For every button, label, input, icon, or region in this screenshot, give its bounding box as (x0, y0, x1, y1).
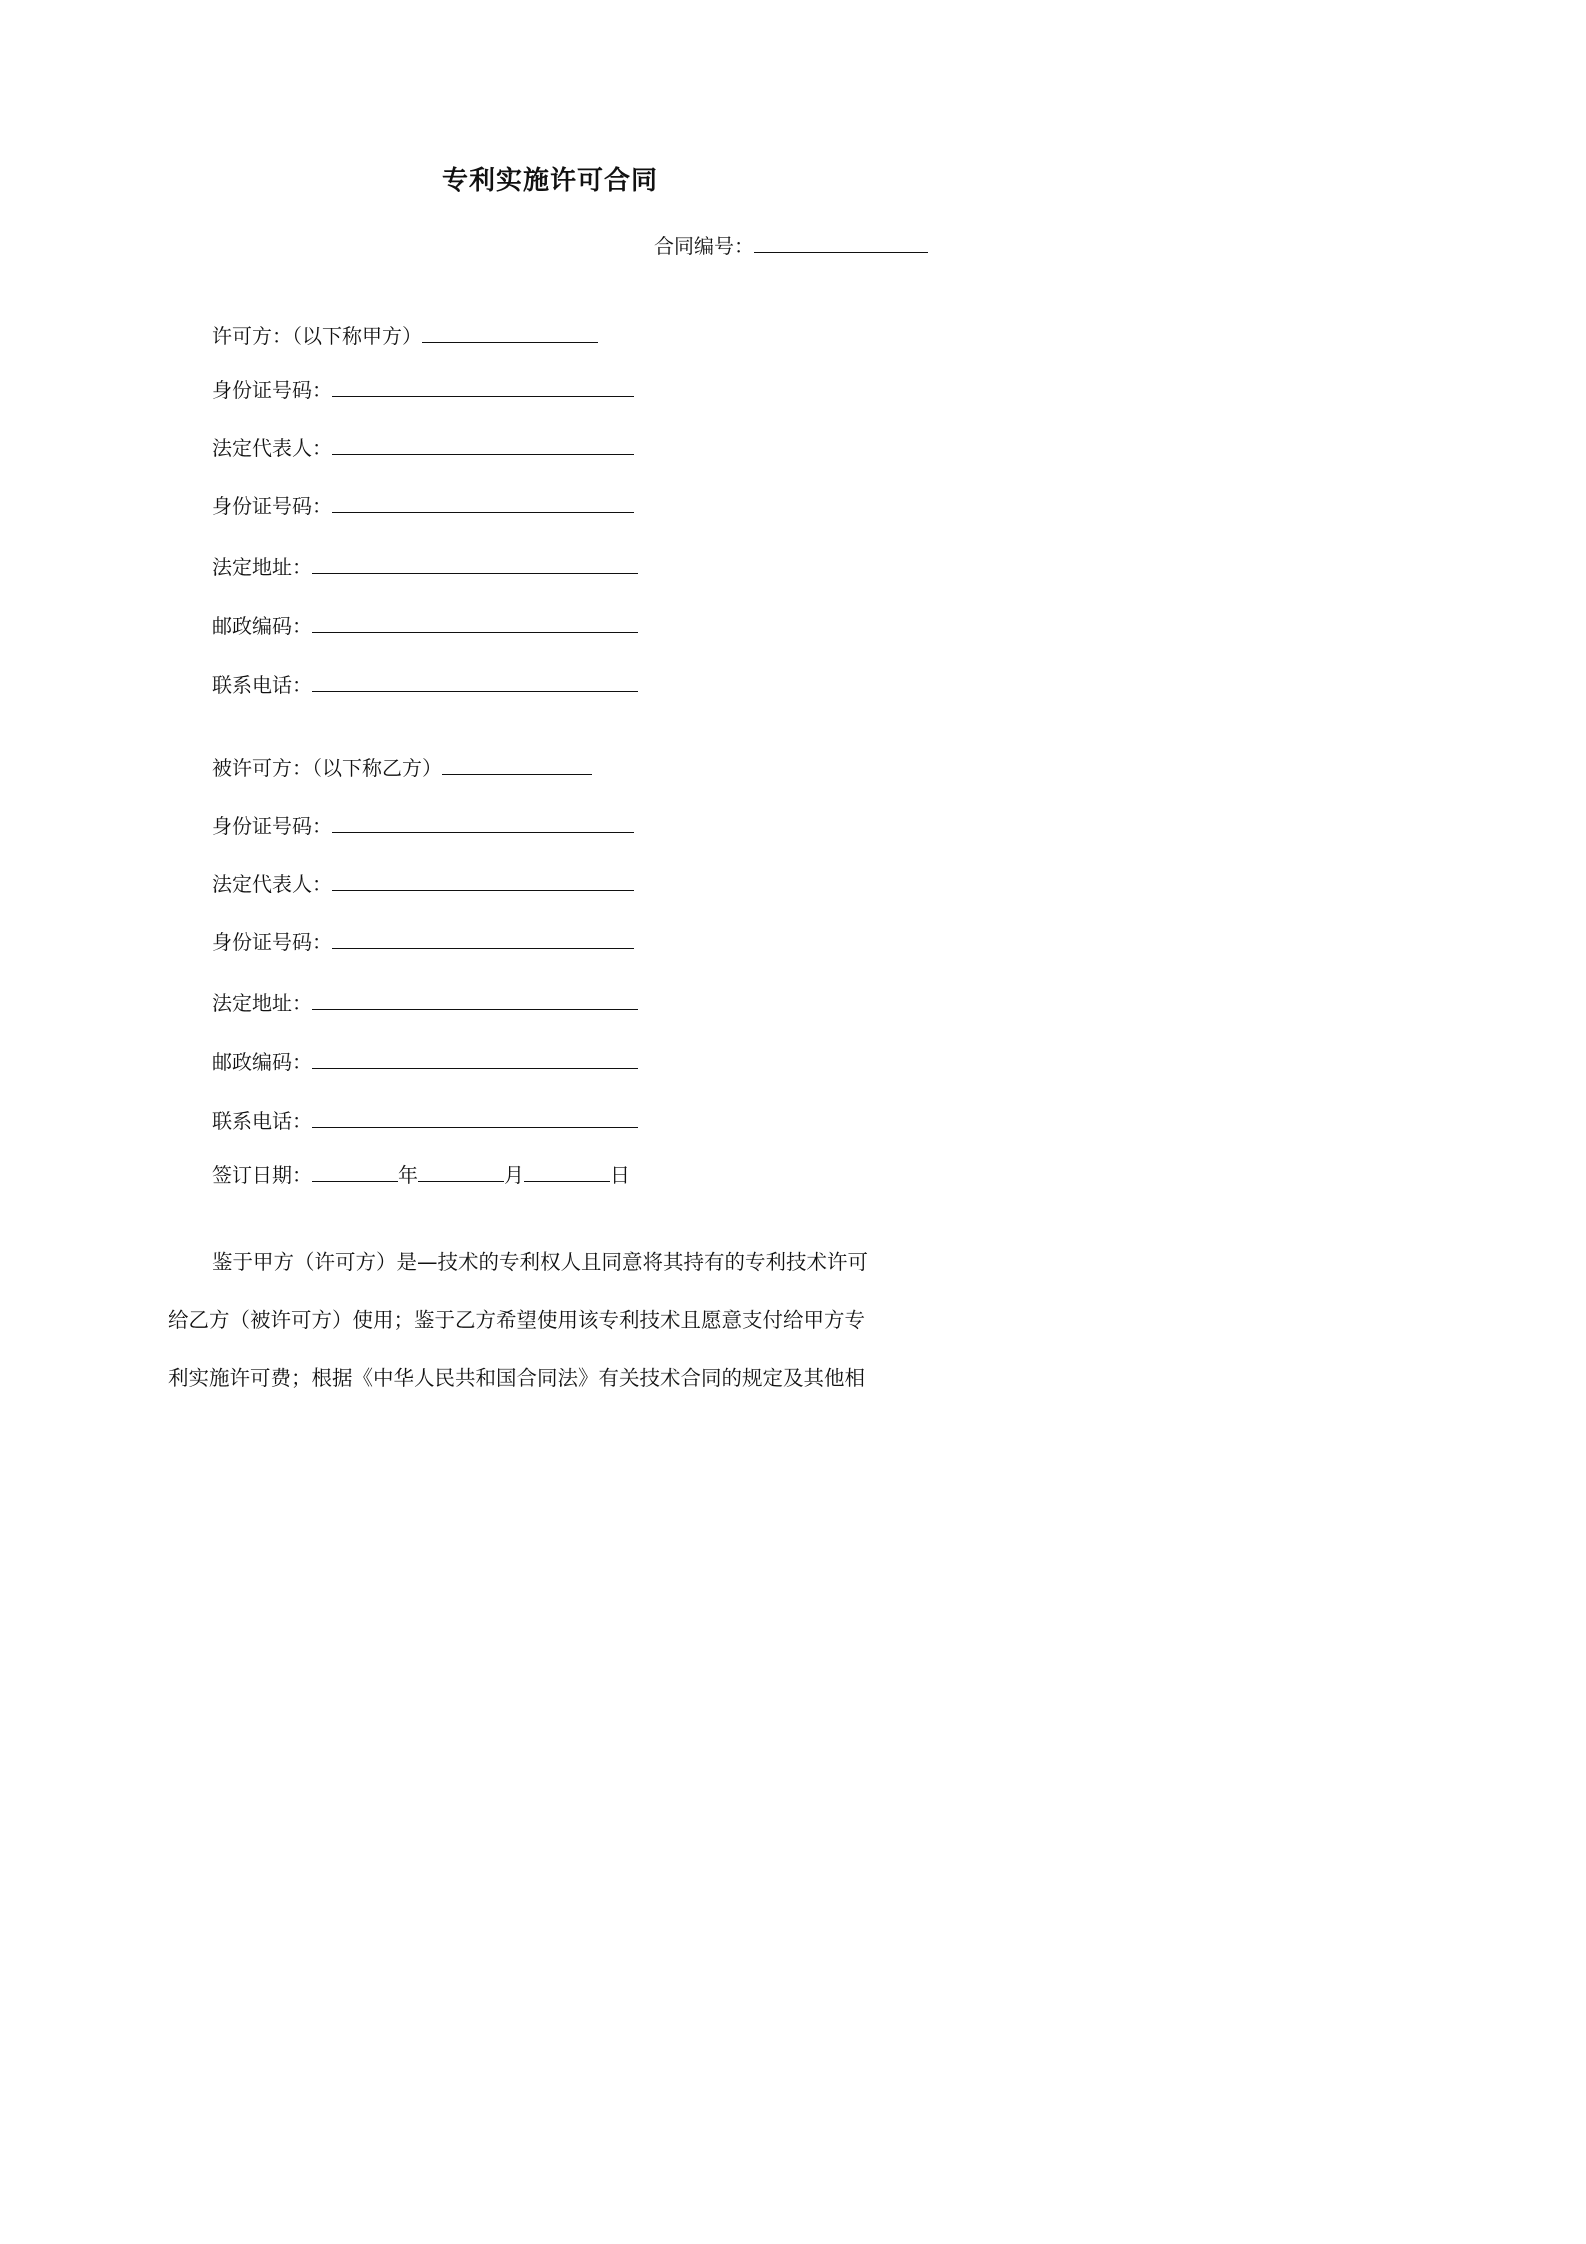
year-label: 年 (398, 1163, 418, 1187)
party-b-postal-field (212, 1048, 638, 1076)
contract-number-label: 合同编号： (654, 234, 754, 258)
sign-date-field (212, 1161, 630, 1189)
party-a-address-label: 法定地址： (212, 555, 312, 579)
party-a-phone-blank[interactable] (312, 671, 638, 692)
day-label: 日 (610, 1163, 630, 1187)
party-a-rep-id-label: 身份证号码： (212, 494, 332, 518)
party-a-id-label: 身份证号码： (212, 378, 332, 402)
party-a-postal-field (212, 612, 638, 640)
party-a-rep-id-blank[interactable] (332, 492, 634, 513)
party-b-heading: 被许可方：（以下称乙方） (212, 756, 442, 780)
body-line-2: 给乙方（被许可方）使用；鉴于乙方希望使用该专利技术且愿意支付给甲方专 (168, 1308, 865, 1332)
party-b-phone-blank[interactable] (312, 1107, 638, 1128)
party-b-id-label: 身份证号码： (212, 814, 332, 838)
party-b-phone-label: 联系电话： (212, 1109, 312, 1133)
party-b-rep-id-field (212, 928, 634, 956)
party-b-id-field (212, 812, 634, 840)
party-b-legal-rep-field (212, 870, 634, 898)
party-b-address-label: 法定地址： (212, 991, 312, 1015)
party-b-rep-id-label: 身份证号码： (212, 930, 332, 954)
party-b-name-blank[interactable] (442, 754, 592, 775)
party-a-phone-field (212, 671, 638, 699)
sign-year-blank[interactable] (312, 1161, 398, 1182)
sign-day-blank[interactable] (524, 1161, 610, 1182)
party-a-id-field (212, 376, 634, 404)
party-b-postal-label: 邮政编码： (212, 1050, 312, 1074)
contract-number-blank[interactable] (754, 232, 928, 253)
party-a-name-blank[interactable] (422, 322, 598, 343)
document-title: 专利实施许可合同 (441, 166, 658, 196)
party-b-phone-field (212, 1107, 638, 1135)
party-b-heading-field (212, 754, 592, 782)
document-page (0, 0, 1100, 1556)
party-a-legal-rep-blank[interactable] (332, 434, 634, 455)
party-a-legal-rep-field (212, 434, 634, 462)
party-a-postal-blank[interactable] (312, 612, 638, 633)
body-line-3: 利实施许可费；根据《中华人民共和国合同法》有关技术合同的规定及其他相 (168, 1366, 865, 1390)
contract-number-field (654, 232, 928, 260)
party-a-id-blank[interactable] (332, 376, 634, 397)
body-line-1: 鉴于甲方（许可方）是—技术的专利权人且同意将其持有的专利技术许可 (212, 1250, 868, 1274)
party-a-legal-rep-label: 法定代表人： (212, 436, 332, 460)
party-b-legal-rep-label: 法定代表人： (212, 872, 332, 896)
party-b-rep-id-blank[interactable] (332, 928, 634, 949)
party-a-rep-id-field (212, 492, 634, 520)
party-a-postal-label: 邮政编码： (212, 614, 312, 638)
month-label: 月 (504, 1163, 524, 1187)
sign-date-label: 签订日期： (212, 1163, 312, 1187)
party-b-legal-rep-blank[interactable] (332, 870, 634, 891)
party-b-address-field (212, 989, 638, 1017)
party-a-address-blank[interactable] (312, 553, 638, 574)
party-b-postal-blank[interactable] (312, 1048, 638, 1069)
party-b-address-blank[interactable] (312, 989, 638, 1010)
party-b-id-blank[interactable] (332, 812, 634, 833)
party-a-heading: 许可方：（以下称甲方） (212, 324, 422, 348)
sign-month-blank[interactable] (418, 1161, 504, 1182)
party-a-phone-label: 联系电话： (212, 673, 312, 697)
party-a-address-field (212, 553, 638, 581)
party-a-heading-field (212, 322, 598, 350)
